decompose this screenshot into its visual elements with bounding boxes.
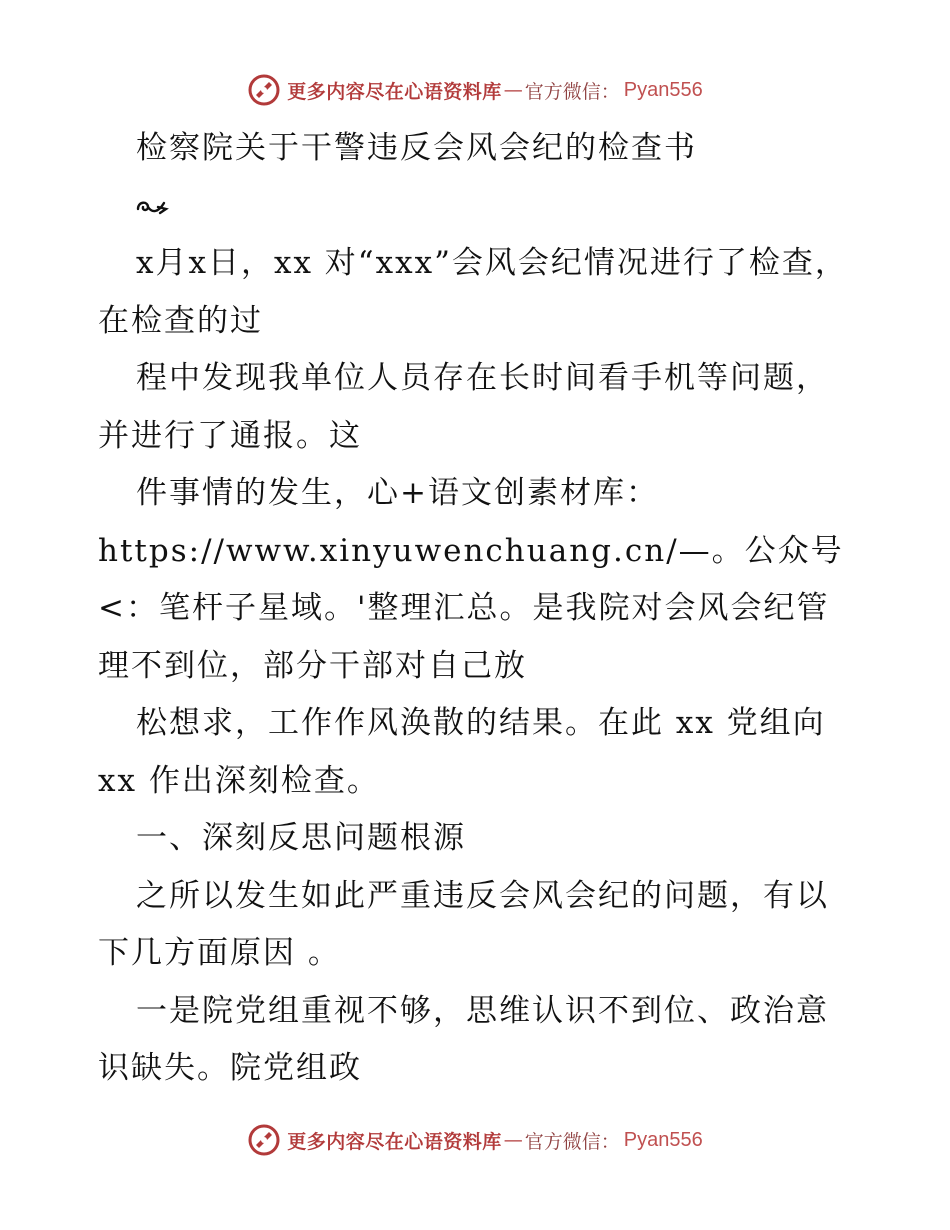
section-heading-1: 一、深刻反思问题根源 bbox=[136, 820, 466, 856]
paragraph-1: x月x日，xx 对“xxx”会风会纪情况进行了检查，在检查的过 bbox=[98, 245, 848, 339]
ornament-icon bbox=[98, 178, 858, 236]
document-body bbox=[98, 120, 858, 1098]
paragraph-6: 一是院党组重视不够，思维认识不到位、政治意识缺失。院党组政 bbox=[98, 992, 829, 1086]
footer-banner bbox=[0, 1120, 950, 1160]
swirl-ornament-icon bbox=[134, 195, 170, 217]
banner-wechat-label: 官方微信： bbox=[524, 80, 620, 103]
banner-wechat-label: 官方微信： bbox=[524, 1130, 620, 1153]
banner-dash: — bbox=[503, 1129, 523, 1151]
banner-wechat-handle: Pyan556 bbox=[623, 78, 703, 101]
paragraph-2: 程中发现我单位人员存在长时间看手机等问题，并进行了通报。这 bbox=[98, 360, 829, 454]
banner-slogan: 更多内容尽在心语资料库 bbox=[287, 80, 502, 103]
paragraph-4: 松想求，工作作风涣散的结果。在此 xx 党组向 xx 作出深刻检查。 bbox=[98, 705, 826, 799]
banner-dash: — bbox=[503, 79, 523, 101]
paragraph-5: 之所以发生如此严重违反会风会纪的问题，有以下几方面原因 。 bbox=[98, 877, 829, 971]
paragraph-3: 件事情的发生，心+语文创素材库：https://www.xinyuwenchuang.cn/—。公众号<：笔杆子星域。'整理汇总。是我院对会风会纪管理不到位，部分干部对自己放 bbox=[98, 475, 844, 684]
brush-logo-icon bbox=[247, 73, 281, 107]
banner-wechat-handle: Pyan556 bbox=[623, 1128, 703, 1151]
banner-slogan: 更多内容尽在心语资料库 bbox=[287, 1130, 502, 1153]
header-banner bbox=[0, 70, 950, 110]
brush-logo-icon bbox=[247, 1123, 281, 1157]
document-title: 检察院关于干警违反会风会纪的检查书 bbox=[136, 130, 697, 166]
